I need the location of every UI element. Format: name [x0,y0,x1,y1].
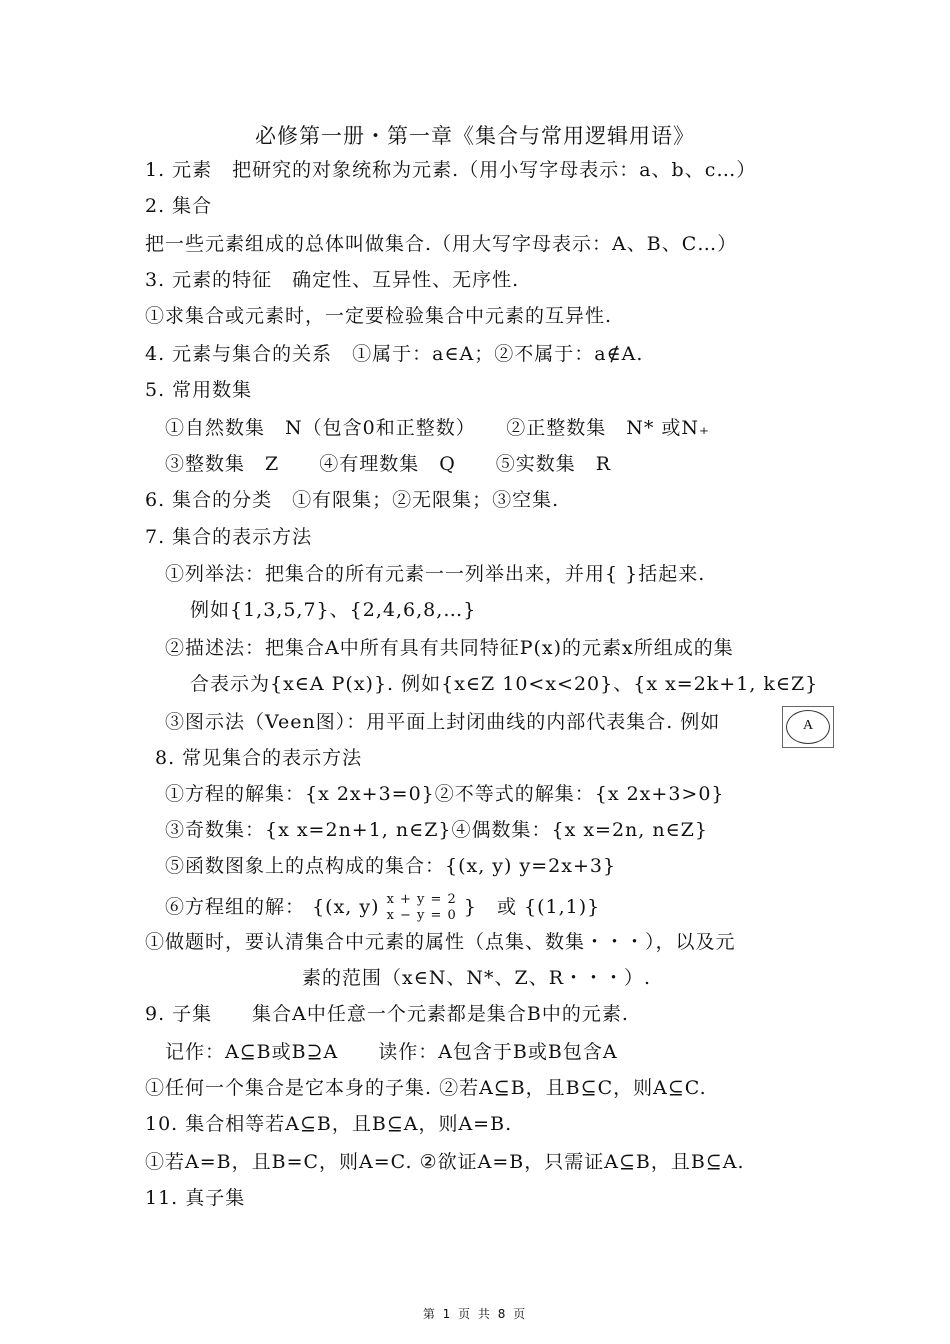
text-line-11: 7. 集合的表示方法 [145,526,313,548]
text-line-22: ①做题时，要认清集合中元素的属性（点集、数集・・・），以及元 [145,931,736,953]
text-line-28: ①若A=B，且B=C，则A=C. ②欲证A=B，只需证A⊆B，且B⊆A. [145,1151,745,1173]
system-prefix: {(x, y) [312,896,380,918]
text-line-5: ①求集合或元素时，一定要检验集合中元素的互异性. [145,305,613,327]
text-line-6: 4. 元素与集合的关系 ①属于：a∈A；②不属于：a∉A. [145,343,644,365]
text-line-4: 3. 元素的特征 确定性、互异性、无序性. [145,269,520,291]
text-line-13: 例如{1,3,5,7}、{2,4,6,8,…} [190,599,477,621]
text-line-16: ③图示法（Veen图）：用平面上封闭曲线的内部代表集合. 例如 [165,711,721,733]
text-line-10: 6. 集合的分类 ①有限集；②无限集；③空集. [145,489,560,511]
text-line-8: ①自然数集 N（包含0和正整数） ②正整数集 N* 或N₊ [165,417,711,439]
text-line-23: 素的范围（x∈N、N*、Z、R・・・）. [302,967,652,989]
text-line-19: ③奇数集：{x x=2n+1, n∈Z}④偶数集：{x x=2n, n∈Z} [165,819,708,841]
text-line-29: 11. 真子集 [145,1187,246,1209]
text-line-18: ①方程的解集：{x 2x+3=0}②不等式的解集：{x 2x+3>0} [165,783,725,805]
text-line-15: 合表示为{x∈A P(x)}. 例如{x∈Z 10<x<20}、{x x=2k+1, k∈Z} [190,673,819,695]
text-line-27: 10. 集合相等若A⊆B，且B⊆A，则A=B. [145,1113,513,1135]
system-eq-1: x + y = 2 [386,892,457,907]
text-line-14: ②描述法：把集合A中所有具有共同特征P(x)的元素x所组成的集 [165,637,734,659]
text-line-9: ③整数集 Z ④有理数集 Q ⑤实数集 R [165,453,612,475]
text-line-17: 8. 常见集合的表示方法 [155,747,363,769]
equation-system [387,892,457,924]
text-line-24: 9. 子集 集合A中任意一个元素都是集合B中的元素. [145,1003,629,1025]
text-line-7: 5. 常用数集 [145,379,253,401]
text-line-21 [165,892,600,924]
system-label: ⑥方程组的解： [165,896,306,918]
page-title: 必修第一册・第一章《集合与常用逻辑用语》 [255,124,695,148]
text-line-3: 把一些元素组成的总体叫做集合.（用大写字母表示：A、B、C…） [145,233,738,255]
system-suffix: } 或 {(1,1)} [463,896,601,918]
venn-diagram [782,706,834,748]
text-line-20: ⑤函数图象上的点构成的集合：{(x, y) y=2x+3} [165,855,617,877]
text-line-1: 1. 元素 把研究的对象统称为元素.（用小写字母表示：a、b、c…） [145,159,757,181]
text-line-26: ①任何一个集合是它本身的子集. ②若A⊆B，且B⊆C，则A⊆C. [145,1077,707,1099]
text-line-12: ①列举法：把集合的所有元素一一列举出来，并用{ }括起来. [165,563,706,585]
page-footer: 第 1 页 共 8 页 [422,1307,528,1321]
text-line-2: 2. 集合 [145,195,213,217]
text-line-25: 记作：A⊆B或B⊇A 读作：A包含于B或B包含A [165,1041,618,1063]
system-eq-2: x − y = 0 [386,908,457,923]
venn-label: A [802,718,814,733]
